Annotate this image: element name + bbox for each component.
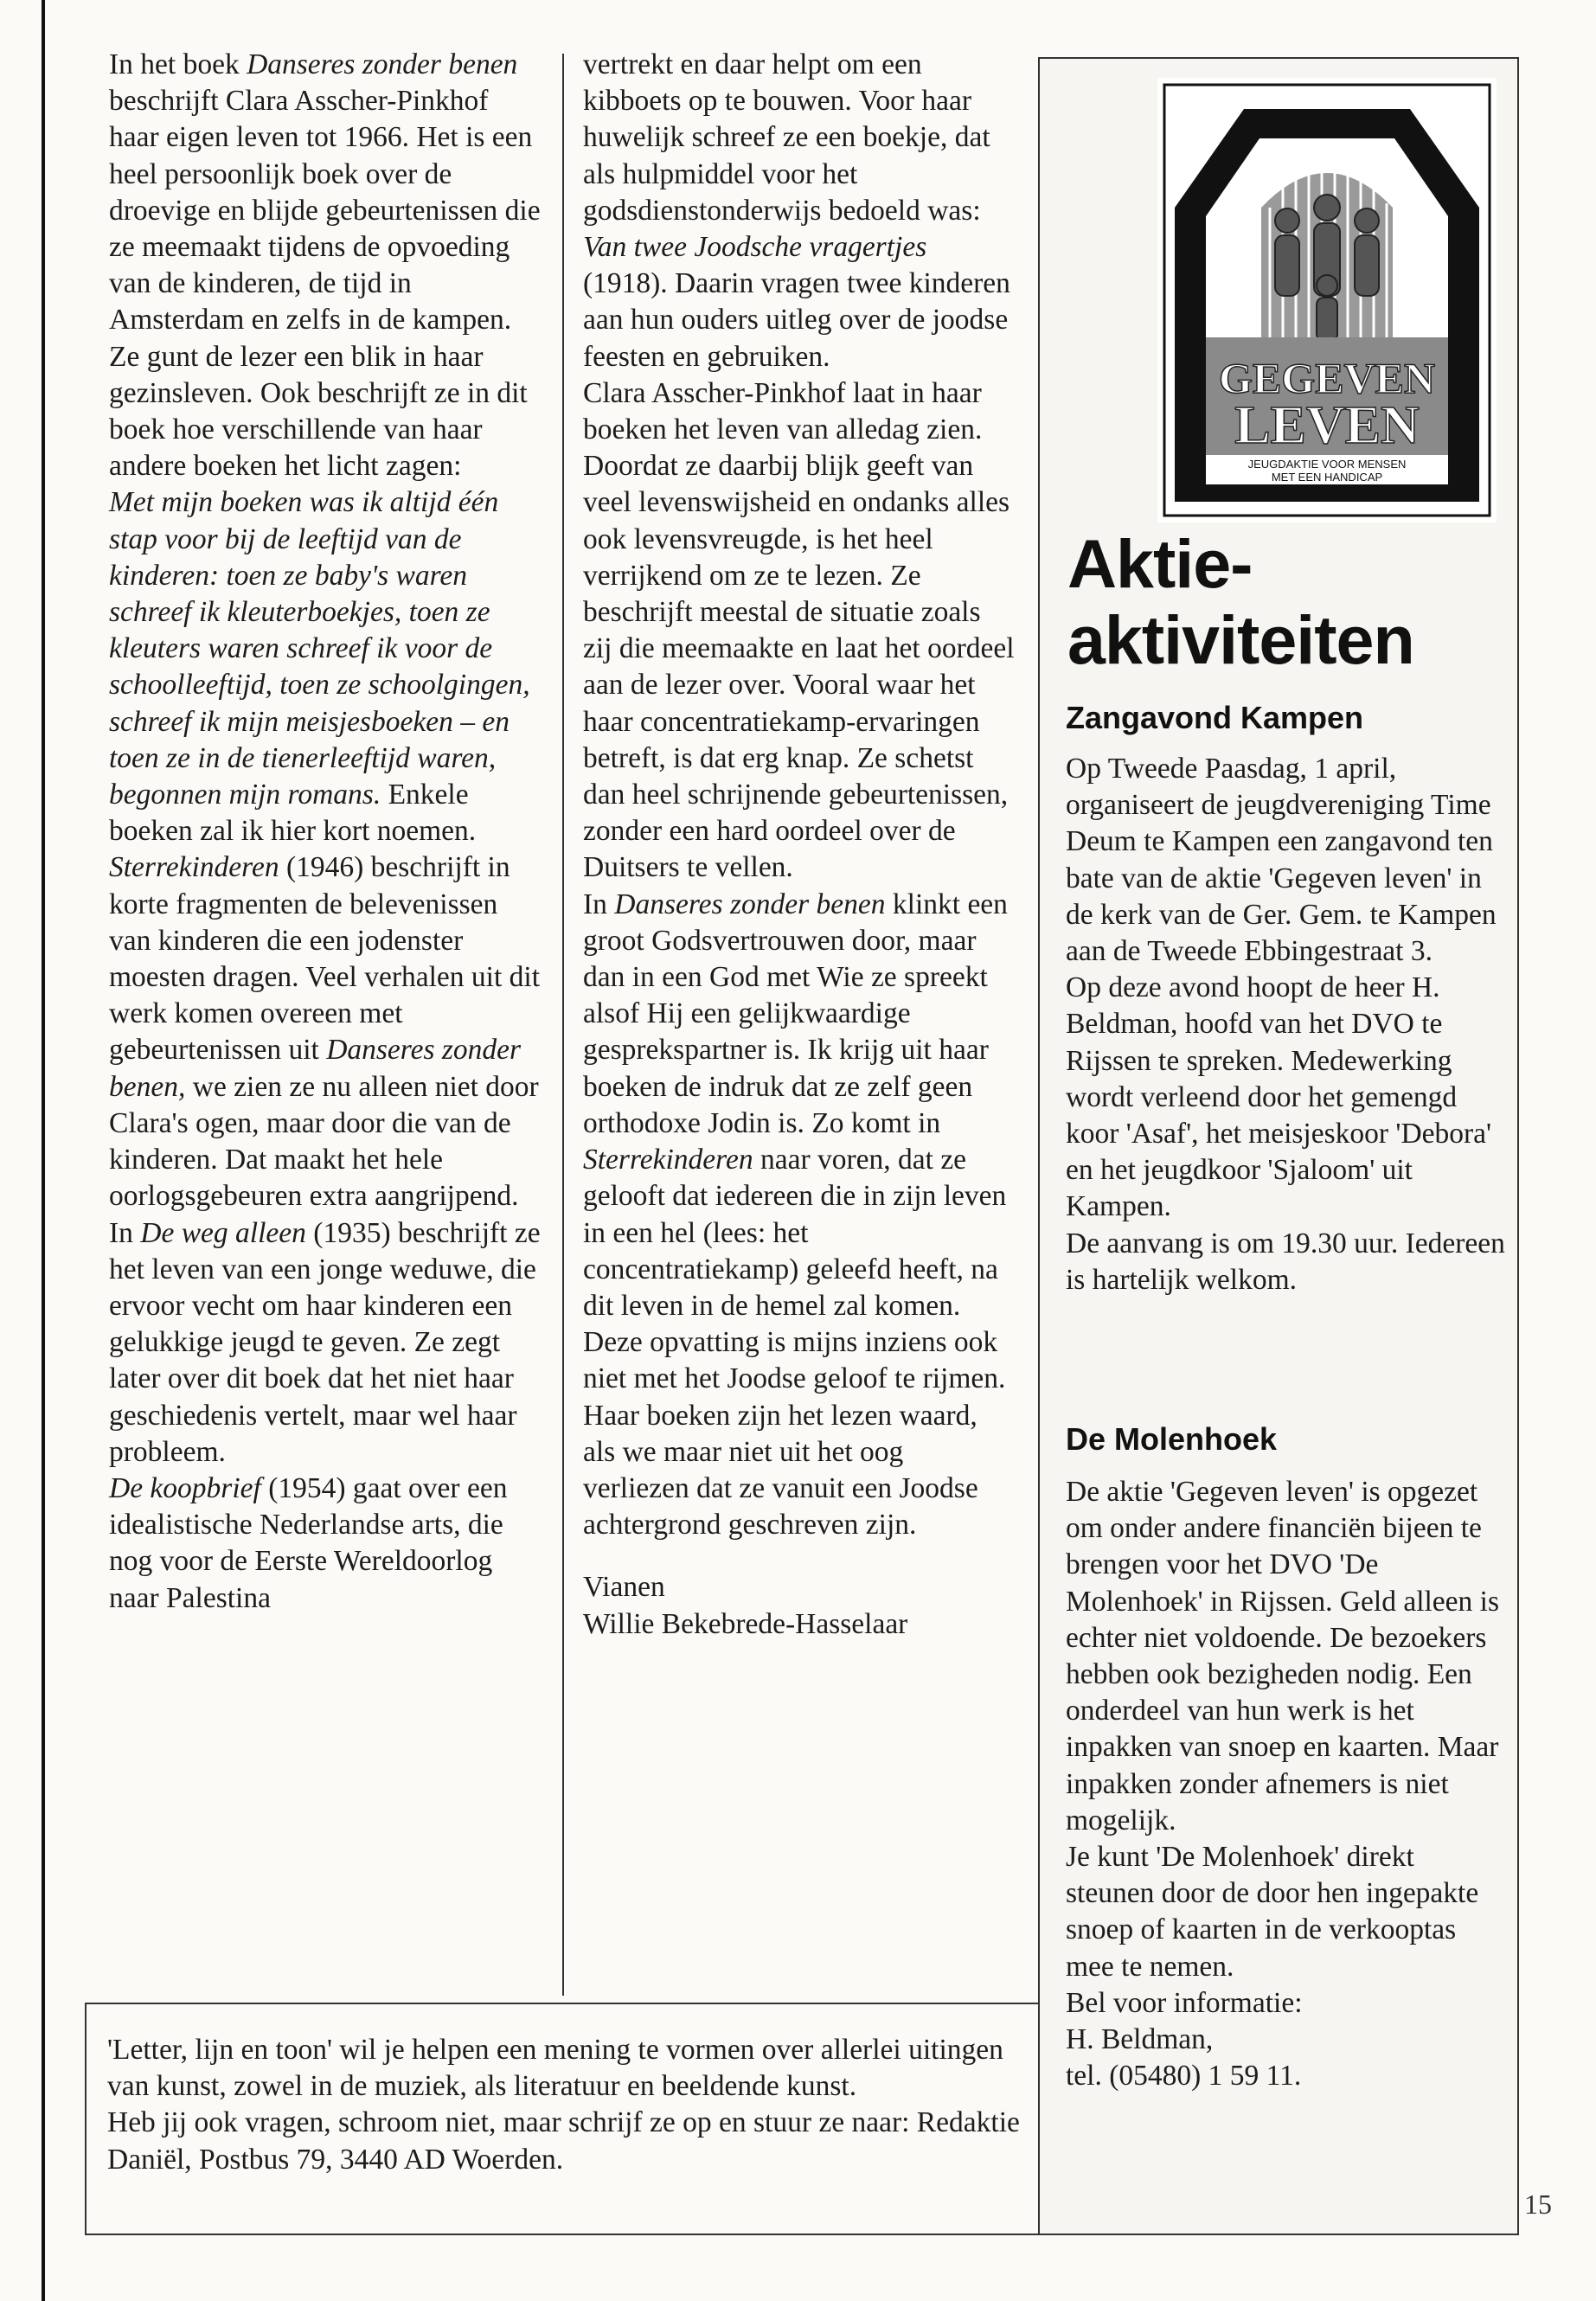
molenhoek-info-label: Bel voor informatie: (1066, 1986, 1303, 2019)
logo-subtitle-1: JEUGDAKTIE VOOR MENSEN (1247, 458, 1407, 471)
text-run: In (583, 888, 615, 920)
sidebar-box (1038, 57, 1519, 2235)
text-run: (1954) gaat over een idealistische Nederlandse arts, die nog voor de Eerste Wereldoorlog naar Palestina (109, 1471, 508, 1614)
column-divider (562, 54, 564, 1996)
section-heading-molenhoek: De Molenhoek (1066, 1421, 1278, 1457)
page-number: 15 (1524, 2189, 1552, 2220)
column-1-paragraph-4 (109, 1215, 542, 1471)
zangavond-paragraph-2: Op deze avond hoopt de heer H. Beldman, hoofd van het DVO te Rijssen te spreken. Medewerking wordt verleend door het gemengd koor 'Asaf', het meisjeskoor 'Debora' en het jeugdkoor 'Sjaloom' uit Kampen. (1066, 971, 1492, 1223)
italic-text: Danseres zonder benen, (109, 1034, 522, 1103)
text-run: beschrijft Clara Asscher-Pinkhof haar eigen leven tot 1966. Het is een heel persoonlijk boek over de droevige en blijde gebeurtenissen die ze meemaakt tijdens de opvoeding van de kinderen, de tijd in Amsterdam en zelfs in de kampen. Ze gunt de lezer een blik in haar gezinsleven. Ook beschrijft ze in dit boek hoe verschillende van haar andere boeken het licht zagen: (109, 85, 541, 483)
editorial-note-line-2: Heb jij ook vragen, schroom niet, maar schrijf ze op en stuur ze naar: Redaktie Daniël, Postbus 79, 3440 AD Woerden. (107, 2106, 1020, 2176)
logo-line2: LEVEN (1234, 396, 1420, 455)
section-body-zangavond (1066, 751, 1507, 1298)
molenhoek-paragraph-2: Je kunt 'De Molenhoek' direkt steunen door de door hen ingepakte snoep of kaarten in de verkooptas mee te nemen. (1066, 1841, 1479, 1983)
column-2-paragraph-2 (583, 375, 1016, 887)
article-column-2 (583, 47, 1016, 1643)
editorial-note-line-1: 'Letter, lijn en toon' wil je helpen een mening te vormen over allerlei uitingen van kunst, zowel in de muziek, als literatuur en beeldende kunst. (107, 2034, 1003, 2103)
text-run: klinkt een groot Godsvertrouwen door, maar dan in een God met Wie ze spreekt alsof Hij een gelijkwaardige gesprekspartner is. Ik krijg uit haar boeken de indruk dat ze zelf geen orthodoxe Jodin is. Zo komt in (583, 888, 1008, 1139)
article-author: Willie Bekebrede-Hasselaar (583, 1607, 908, 1640)
column-2-paragraph-3 (583, 887, 1016, 1544)
text-run: naar voren, dat ze gelooft dat iedereen die in zijn leven in een hel (lees: het concentratiekamp) geleefd heeft, na dit leven in de hemel zal komen. Deze opvatting is mijns inziens ook niet met het Joodse geloof te rijmen. Haar boeken zijn het lezen waard, als we maar niet uit het oog verliezen dat ze vanuit een Joodse achtergrond geschreven zijn. (583, 1144, 1007, 1541)
column-2-paragraph-1 (583, 47, 1016, 375)
zangavond-paragraph-3: De aanvang is om 19.30 uur. Iedereen is hartelijk welkom. (1066, 1227, 1505, 1296)
logo-subtitle-2: MET EEN HANDICAP (1271, 471, 1383, 484)
sidebar-title-line-2: aktiviteiten (1067, 601, 1414, 678)
sidebar-title (1067, 526, 1414, 678)
article-column-1 (109, 47, 542, 1617)
molenhoek-phone: tel. (05480) 1 59 11. (1066, 2060, 1302, 2093)
text-run: vertrekt en daar helpt om een kibboets op te bouwen. Voor haar huwelijk schreef ze een boekje, dat als hulpmiddel voor het godsdienstonderwijs bedoeld was: (583, 48, 990, 227)
logo-line1: GEGEVEN (1218, 354, 1436, 402)
text-run: Enkele boeken zal ik hier kort noemen. (109, 779, 477, 848)
text-run: (1935) beschrijft ze het leven van een jonge weduwe, die ervoor vecht om haar kinderen een gelukkige jeugd te geven. Ze zegt later over dit boek dat het niet haar geschiedenis vertelt, maar wel haar probleem. (109, 1216, 541, 1468)
italic-text: De koopbrief (109, 1471, 261, 1504)
italic-text: Sterrekinderen (109, 851, 279, 884)
section-body-molenhoek (1066, 1474, 1507, 2094)
italic-text: Danseres zonder benen (614, 888, 886, 920)
column-1-paragraph-3 (109, 849, 542, 1215)
article-place: Vianen (583, 1571, 665, 1604)
text-run: Clara Asscher-Pinkhof laat in haar boeken het leven van alledag zien. Doordat ze daarbij blijk geeft van veel levenswijsheid en ondanks alles ook levensvreugde, is het heel verrijkend om ze te lezen. Ze beschrijft meestal de situatie zoals zij die meemaakte en laat het oordeel aan de lezer over. Vooral waar het haar concentratiekamp-ervaringen betreft, is dat erg knap. Ze schetst dan heel schrijnende gebeurtenissen, zonder een hard oordeel over de Duitsers te vellen. (583, 376, 1015, 884)
editorial-note-box (85, 2003, 1040, 2235)
text-run: In het boek (109, 48, 247, 80)
italic-text: Van twee Joodsche vragertjes (583, 231, 927, 264)
editorial-note-text (107, 2032, 1024, 2178)
italic-text: Danseres zonder benen (247, 48, 518, 80)
gegeven-leven-logo (1157, 78, 1497, 522)
text-run: In (109, 1216, 141, 1249)
column-2-paragraphs (583, 47, 1016, 1543)
italic-text: De weg alleen (140, 1216, 306, 1249)
italic-text: Met mijn boeken was ik altijd één stap voor bij de leeftijd van de kinderen: toen ze baby's waren schreef ik kleuterboekjes, toen ze kleuters waren schreef ik voor de schoolleeftijd, toen ze schoolgingen, schreef ik mijn meisjesboeken – en toen ze in de tienerleeftijd waren, begonnen mijn romans. (109, 486, 530, 811)
section-heading-zangavond: Zangavond Kampen (1066, 700, 1364, 735)
column-1-paragraph-1 (109, 47, 542, 484)
text-run: (1918). Daarin vragen twee kinderen aan hun ouders uitleg over de joodse feesten en gebruiken. (583, 267, 1010, 373)
left-margin-rule (42, 0, 45, 2301)
sidebar-title-line-1: Aktie- (1067, 525, 1253, 602)
column-1-paragraph-5 (109, 1471, 542, 1617)
text-run: (1946) beschrijft in korte fragmenten de belevenissen van kinderen die een jodenster moesten dragen. Veel verhalen uit dit werk komen overeen met gebeurtenissen uit (109, 851, 541, 1067)
text-run: we zien ze nu alleen niet door Clara's ogen, maar door die van de kinderen. Dat maakt het hele oorlogsgebeuren extra aangrijpend. (109, 1070, 539, 1213)
zangavond-paragraph-1: Op Tweede Paasdag, 1 april, organiseert de jeugdvereniging Time Deum te Kampen een zangavond ten bate van de aktie 'Gegeven leven' in de kerk van de Ger. Gem. te Kampen aan de Tweede Ebbingestraat 3. (1066, 753, 1497, 968)
column-1-paragraph-2 (109, 484, 542, 849)
italic-text: Sterrekinderen (583, 1144, 753, 1176)
molenhoek-contact-name: H. Beldman, (1066, 2023, 1214, 2056)
molenhoek-paragraph-1: De aktie 'Gegeven leven' is opgezet om onder andere financiën bijeen te brengen voor het DVO 'De Molenhoek' in Rijssen. Geld alleen is echter niet voldoende. De bezoekers hebben ook bezigheden nodig. Een onderdeel van hun werk is het inpakken van snoep en kaarten. Maar inpakken zonder afnemers is niet mogelijk. (1066, 1476, 1500, 1836)
